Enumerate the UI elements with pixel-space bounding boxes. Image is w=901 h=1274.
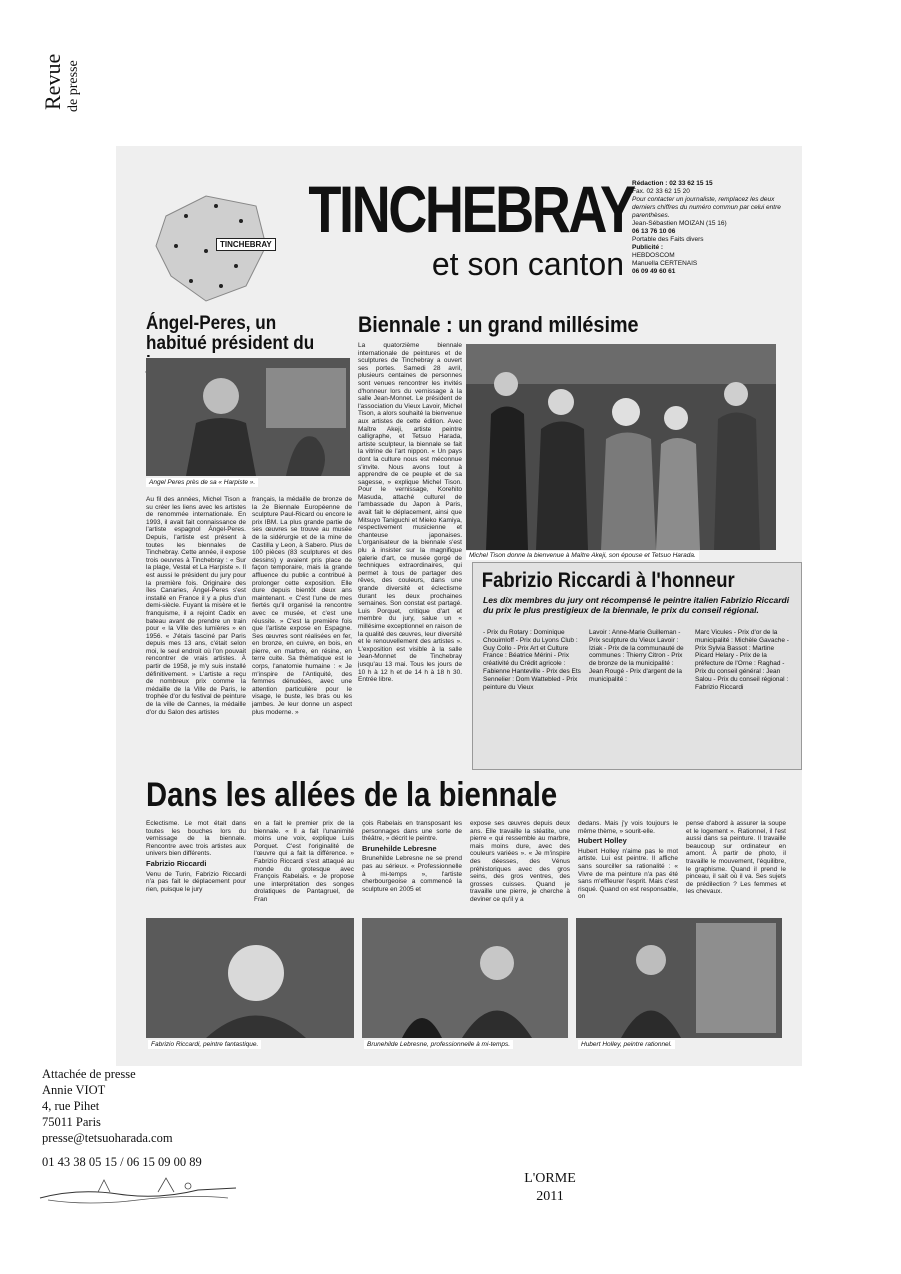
masthead-subtitle: et son canton [431, 246, 624, 282]
lebresne-photo [362, 918, 568, 1038]
article3-col3 [362, 820, 462, 916]
article3-sub3: Hubert Holley [578, 836, 627, 846]
holley-photo [576, 918, 782, 1038]
press-phones: 01 43 38 05 15 / 06 15 09 00 89 [42, 1155, 202, 1169]
prize-box-intro: Les dix membres du jury ont récompensé le peintre italien Fabrizio Riccardi du prix le plus prestigieux de la biennale, le prix du conseil régional. [483, 595, 790, 615]
article3-sub2: Brunehilde Lebresne [362, 843, 437, 853]
article3-col1b: Venu de Turin, Fabrizio Riccardi n'a pas fait le déplacement pour rien, puisque le jury [146, 870, 246, 893]
orme-sketch [38, 1170, 238, 1210]
redaction-info [632, 180, 792, 276]
redaction-fax: Fax. 02 33 62 15 20 [632, 188, 690, 195]
article2-body: La quatorzième biennale internationale de peintures et de sculptures de Tinchebray a ouvert ses portes. Samedi 28 avril, plusieurs centaines de personnes sont venues rencontrer les invités d'honneur lors du vernissage à la salle Jean-Monnet. Le président de l'association du Vieux Lavoir, Michel Tison, a alors souhaité la bienvenue aux artistes de cette édition. Avec Maître Akeji, artiste peintre calligraphe, et Tetsuo Harada, artiste sculpteur, la biennale se fait la vitrine de l'art nippon. « Un pays dont la culture nous est méconnue s'invite. Nous avons tout à apprendre de ce peuple et de sa sagesse, » explique Michel Tison. Pour le vernissage, Korehito Masuda, attaché culturel de l'ambassade du Japon à Paris, avait fait le déplacement, ainsi que Mitsuyo Taniguchi et Mieko Kamiya, respectivement musicienne et chanteuse japonaises. L'organisateur de la biennale s'est plu à insister sur la magnifique galerie d'art, ce musée gorgé de techniques extraordinaires, qui permet à tous de partager des rêves, des couleurs, dans une grande diversité et éclectisme durant les deux prochaines semaines. Son constat est partagé. Luis Porquet, critique d'art et membre du jury, salue un « millésime exceptionnel en raison de la qualité des œuvres, leur diversité et le renouvellement des artistes ». L'exposition est visible à la salle Jean-Monnet de Tinchebray jusqu'au 13 mai. Tous les jours de 10 h à 12 h et de 14 h à 18 h 30. Entrée libre. [358, 342, 462, 684]
pub-contact: Manuella CERTENAIS [632, 260, 698, 267]
newspaper-clipping [116, 146, 802, 1066]
press-address-street: 4, rue Pihet [42, 1099, 100, 1113]
pub-label: Publicité : [632, 244, 664, 251]
portable-label: Portable des Faits divers [632, 236, 704, 243]
journalist-name: Jean-Sébastien MOIZAN (15 16) [632, 220, 727, 227]
press-contact [42, 1066, 202, 1170]
article2-photo [466, 344, 776, 550]
article3-col6: pense d'abord à assurer la soupe et le logement ». Rationnel, il l'est aussi dans sa peinture. Il travaille beaucoup sur ordinateur en amont. À partir de photo, il travaille le mouvement, l'équilibre, le graphisme. Quand il prend le pinceau, il sait où il va. Ses sujets de prédilection ? Les femmes et les chevaux. [686, 820, 786, 896]
masthead-title: TINCHEBRAY [308, 172, 634, 246]
prize-list-col1: - Prix du Rotary : Dominique Chouimloff - Prix du Lyons Club : Guy Collo - Prix Art et Culture France : Béatrice Mérini - Prix créativité du Crédit agricole : Fabienne Hanteville - Prix des Ets Sennelier : Dom Wattebled - Prix peinture du Vieux [483, 629, 581, 691]
article1-caption: Angel Peres près de sa « Harpiste ». [146, 478, 258, 487]
press-attache-name: Annie VIOT [42, 1083, 106, 1097]
pub-phone: 06 09 49 60 61 [632, 268, 676, 275]
org-year: 2011 [536, 1189, 564, 1204]
article3-col3a: çois Rabelais en transposant les personnages dans une sorte de théâtre, » décrit le peintre. [362, 820, 462, 843]
article3-col5 [578, 820, 678, 916]
lebresne-caption: Brunehilde Lebresne, professionnelle à mi-temps. [364, 1040, 513, 1049]
article1-headline: Ángel-Peres, un habitué président du [146, 313, 315, 354]
press-email: presse@tetsuoharada.com [42, 1131, 173, 1145]
article2-headline: Biennale : un grand millésime [358, 312, 639, 337]
article3-col3b: Brunehilde Lebresne ne se prend pas au sérieux. « Professionnelle à mi-temps », l'artiste cherbourgeoise a commencé la sculpture en 2005 et [362, 855, 462, 893]
redaction-phone: Rédaction : 02 33 62 15 15 [632, 180, 713, 187]
side-label [40, 40, 100, 130]
prize-box-headline: Fabrizio Riccardi à l'honneur [481, 569, 735, 592]
article3-headline: Dans les allées de la biennale [146, 776, 558, 814]
masthead [276, 172, 636, 283]
holley-caption: Hubert Holley, peintre rationnel. [578, 1040, 675, 1049]
article3-col2: en a fait le premier prix de la biennale. « Il a fait l'unanimité moins une voix, explique Luis Porquet. C'est l'originalité de l'œuvre qui a fait la différence. » Fabrizio Riccardi s'est attaqué au monde du grotesque avec François Rabelais. « Je propose une interprétation des songes drolatiques de Pantagruel, de Fran [254, 820, 354, 903]
prize-box [472, 562, 802, 770]
revue-label: Revue [40, 53, 65, 110]
map-label: TINCHEBRAY [216, 238, 276, 251]
org-name: L'ORME [524, 1171, 576, 1186]
pub-company: HEBDOSCOM [632, 252, 675, 259]
prize-list-col2: Lavoir : Anne-Marie Guilleman - Prix sculpture du Vieux Lavoir : Iziak - Prix de la communauté de communes : Thierry Citron - Prix de bronze de la municipalité : Jean Rougé - Prix d'argent de la municipalité : [589, 629, 684, 683]
contact-note: Pour contacter un journaliste, remplacez les deux derniers chiffres du numéro commun par celui entre parenthèses. [632, 196, 781, 219]
article1-photo [146, 358, 350, 476]
article3-col1 [146, 820, 246, 916]
article3-col5a: dedans. Mais j'y vois toujours le même thème, » sourit-elle. [578, 820, 678, 835]
riccardi-photo [146, 918, 354, 1038]
article3-col5b: Hubert Holley n'aime pas le mot artiste. Lui est peintre. Il affiche sans sourciller sa rationalité : « Vivre de ma peinture n'a pas été sans m'effleurer l'esprit. Mais c'est risqué. Quand on est responsable, on [578, 847, 678, 901]
article2-caption: Michel Tison donne la bienvenue à Maître Akeji, son épouse et Tetsuo Harada. [466, 551, 699, 560]
article3-sub1: Fabrizio Riccardi [146, 858, 207, 868]
article3-col4: expose ses œuvres depuis deux ans. Elle travaille la stéatite, une pierre « qui ressemble au marbre, mais moins dure, avec des couleurs variées ». « Je m'inspire des déesses, des Vénus préhistoriques avec des gros seins, des gros ventres, des grosses cuisses. Quand je travaille une pierre, je cherche à deviner ce qu'il y a [470, 820, 570, 903]
article1-col1: Au fil des années, Michel Tison a su créer les liens avec les artistes de renommée internationale. En 1993, il avait fait connaissance de l'artiste espagnol Ángel-Peres. Depuis, l'artiste est présent à toutes les biennales de Tinchebray. Cette année, il expose trois oeuvres à Tinchebray : « Sur la plage, Vestal et La Harpiste ». Il est aussi le président du jury pour la première fois. Originaire des îles Canaries, Ángel-Peres s'est installé en France il y a plus d'un demi-siècle. Fuyant la misère et le franquisme, il a rejoint Cadix en bateau avant de prendre un train pour « la Ville des lumières » en 1956. « J'étais fasciné par Paris depuis mes 13 ans, c'était selon moi, le seul endroit où l'on pouvait rencontrer de vrais artistes. À partir de 1958, je m'y suis installé définitivement. » L'artiste a reçu de nombreux prix comme la médaille de la Ville de Paris, le trophée d'or du festival de peinture de la ville de Cannes, la médaille d'or du Salon des artistes [146, 496, 246, 716]
org-footer [500, 1170, 600, 1206]
journalist-phone: 06 13 76 10 06 [632, 228, 676, 235]
prize-list-col3: Marc Vicules - Prix d'or de la municipalité : Michèle Gavache - Prix Sylvia Bassot : Martine Picard Helary - Prix de la préfecture de l'Orne : Raghad - Prix du conseil général : Jean Salou - Prix du conseil régional : Fabrizio Riccardi [695, 629, 789, 691]
article1-col2: français, la médaille de bronze de la 2e Biennale Européenne de sculpture Paul-Ricard ou encore le prix IBM. La plus grande partie de ses œuvres se trouve au musée de la sidérurgie et de la mine de Castilla y Leon, à Sabero. Plus de 100 pièces (83 sculptures et des dessins) y avaient pris place de façon temporaire, mais la grande affluence du public a contribué à prolonger cette exposition. Elle dure depuis bientôt deux ans maintenant. « C'est l'une de mes fiertés qu'il organisé la rencontre avec ce musée, et c'est une réussite. » C'est la première fois que l'artiste expose en Espagne. Ses œuvres sont réalisées en fer, en bronze, en cuivre, en bois, en pierre, en marbre, en résine, en terre cuite. Sa thématique est le corps, l'anatomie humaine : « Je m'inspire de l'Antiquité, des femmes dénudées, avec une attention particulière pour le visage, le buste, les bras ou les jambes. Je leur donne un aspect plus moderne. » [252, 496, 352, 716]
press-attache-label: Attachée de presse [42, 1067, 136, 1081]
riccardi-caption: Fabrizio Riccardi, peintre fantastique. [148, 1040, 261, 1049]
de-presse-label: de presse [66, 60, 81, 112]
press-address-city: 75011 Paris [42, 1115, 101, 1129]
article3-intro: Éclectisme. Le mot était dans toutes les bouches lors du vernissage de la biennale. Rencontre avec trois artistes aux univers bien différents. [146, 820, 246, 858]
